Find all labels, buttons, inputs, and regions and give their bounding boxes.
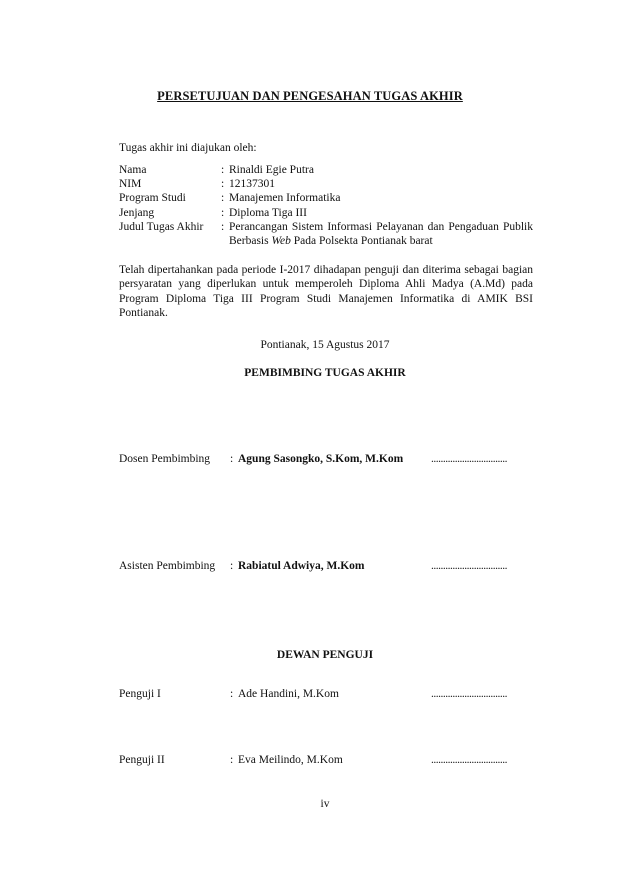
signature-line: ................................: [431, 453, 507, 465]
info-label: Program Studi: [119, 192, 186, 205]
signature-role: Asisten Pembimbing: [119, 560, 216, 572]
place-date: Pontianak, 15 Agustus 2017: [260, 339, 390, 351]
signature-separator: :: [230, 560, 234, 572]
info-label: Jenjang: [119, 206, 155, 219]
info-separator: :: [221, 192, 225, 205]
signature-separator: :: [230, 754, 234, 766]
signature-name: Rabiatul Adwiya, M.Kom: [238, 560, 365, 572]
info-row-nim: [119, 177, 533, 191]
signature-separator: :: [230, 453, 234, 465]
signature-line: ................................: [431, 560, 507, 572]
signature-line: ................................: [431, 688, 507, 700]
signature-name: Ade Handini, M.Kom: [238, 688, 339, 700]
info-value: 12137301: [229, 178, 275, 191]
examiner-heading: DEWAN PENGUJI: [276, 649, 374, 661]
signature-row-supervisor: [119, 452, 533, 466]
signature-role: Penguji II: [119, 754, 165, 766]
info-row-name: [119, 163, 533, 177]
info-row-level: [119, 206, 533, 220]
info-row-program: [119, 191, 533, 205]
page-title: PERSETUJUAN DAN PENGESAHAN TUGAS AKHIR: [157, 89, 463, 103]
page-number: iv: [320, 798, 330, 810]
info-value: Diploma Tiga III: [229, 206, 307, 219]
info-separator: :: [221, 220, 225, 233]
supervisor-heading: PEMBIMBING TUGAS AKHIR: [244, 367, 406, 379]
info-value: Manajemen Informatika: [229, 192, 341, 205]
thesis-title-italic: Web: [271, 234, 291, 247]
student-info-block: [119, 163, 533, 248]
info-row-thesis-title: [119, 220, 533, 248]
info-separator: :: [221, 178, 225, 191]
signature-row-examiner-1: [119, 687, 533, 701]
thesis-title-part: Perancangan Sistem Informasi Pelayanan dan Pengaduan Publik Berbasis: [229, 220, 533, 247]
signature-name: Eva Meilindo, M.Kom: [238, 754, 343, 766]
intro-text: Tugas akhir ini diajukan oleh:: [119, 142, 257, 154]
signature-separator: :: [230, 688, 234, 700]
signature-row-assistant: [119, 559, 533, 573]
info-separator: :: [221, 164, 225, 176]
info-value: Rinaldi Egie Putra: [229, 164, 314, 176]
signature-role: Dosen Pembimbing: [119, 453, 211, 465]
signature-line: ................................: [431, 754, 507, 766]
signature-role: Penguji I: [119, 688, 161, 700]
info-label: Nama: [119, 164, 147, 176]
thesis-title-value: [229, 220, 533, 248]
signature-row-examiner-2: [119, 753, 533, 767]
approval-paragraph: Telah dipertahankan pada periode I-2017 dihadapan penguji dan diterima sebagai bagian persyaratan yang diperlukan untuk memperoleh Diploma Ahli Madya (A.Md) pada Program Diploma Tiga III Program Studi Manajemen Informatika di AMIK BSI Pontianak.: [119, 264, 533, 320]
thesis-title-part: Pada Polsekta Pontianak barat: [290, 234, 433, 247]
info-separator: :: [221, 206, 225, 219]
info-label: Judul Tugas Akhir: [119, 220, 204, 233]
signature-name: Agung Sasongko, S.Kom, M.Kom: [238, 453, 404, 465]
info-label: NIM: [119, 178, 142, 191]
